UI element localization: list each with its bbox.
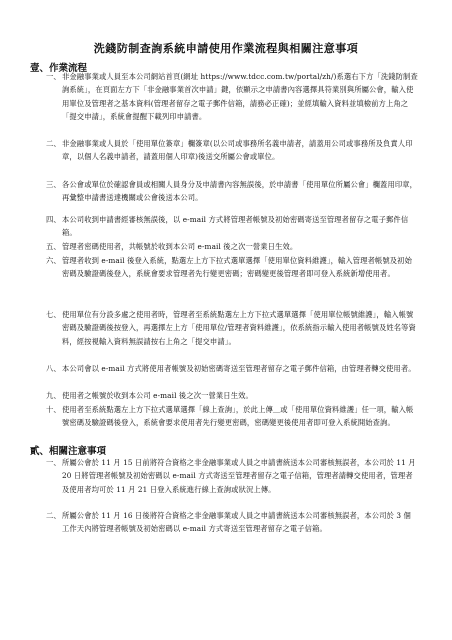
item-text: 管理者密碼使用者，共帳號於收到本公司 e-mail 後之次一營業日生效。 <box>62 242 298 251</box>
list-item <box>46 389 418 402</box>
item-number: 二、 <box>46 511 61 520</box>
list-item <box>46 362 418 375</box>
item-text: 非金融事業或人員於「使用單位簽章」欄簽章(以公司或事務所名義申請者，請蓋用公司或事務所及負責人印章，以個人名義申請者，請蓋用個人印章)後送交所屬公會或單位。 <box>62 139 413 162</box>
item-text: 使用單位有分設多處之使用者時，管理者至系統點選左上方下拉式選單選擇「使用單位帳號維護」，輸入帳號密碼及驗證碼後按登入，再選擇左上方「使用單位/管理者資料維護」，依系統指示輸入使用者帳號及姓名等資料，經按視輸入資料無誤請按右上角之「提交申請」。 <box>62 310 416 346</box>
list-item <box>46 403 418 430</box>
item-text: 使用者至系統點選左上方下拉式選單選擇「線上查詢」，於此上傳＿或「使用單位資料維護」任一項，輸入帳號密碼及驗證碼後登入，系統會要求使用者先行變更密碼，密碼變更後使用者即可登入系統開始查詢。 <box>62 405 414 428</box>
list-item <box>46 254 418 281</box>
item-number: 四、 <box>46 215 61 224</box>
item-text: 所屬公會於 11 月 15 日前將符合資格之非金融事業或人員之申請書統送本公司審核無誤者，本公司於 11 月 20 日將管理者帳號及初始密碼以 e-mail 方式寄送至管理者留存之電子信箱，管理者請轉交使用者，管理者及使用者均可於 11 月 21 日登入系統進行線上查詢或狀況上傳。 <box>62 458 416 494</box>
item-number: 一、 <box>46 458 61 467</box>
item-text: 所屬公會於 11 月 16 日後將符合資格之非金融事業或人員之申請書統送本公司審核無誤者，本公司於 3 個工作天內將管理者帳號及初始密碼以 e-mail 方式寄送至管理者留存之電子信箱。 <box>62 511 411 534</box>
item-number: 七、 <box>46 310 61 319</box>
item-text: 管理者收到 e-mail 後登入系統，點選左上方下拉式選單選擇「使用單位資料維護」，輸入管理者帳號及初始密碼及驗證碼後登入，系統會要求管理者先行變更密碼；密碼變更後管理者即可登入系統新增使用者。 <box>62 256 412 279</box>
item-number: 八、 <box>46 364 61 373</box>
item-text: 使用者之帳號於收到本公司 e-mail 後之次一營業日生效。 <box>62 391 253 400</box>
list-item <box>46 456 418 496</box>
item-number: 六、 <box>46 256 61 265</box>
item-number: 十、 <box>46 405 61 414</box>
list-item <box>46 213 418 240</box>
item-number: 二、 <box>46 139 61 148</box>
document-title: 洗錢防制查詢系統申請使用作業流程與相關注意事項 <box>93 42 359 55</box>
item-text: 非金融事業或人員至本公司網站首頁(網址 https://www.tdcc.com.tw/portal/zh/)系選右下方「洗錢防制查詢系統」，在頁面左方下「非金融事業首次申請」鍵，依顯示之申請書內容選擇具符業別與所屬公會，輸入使用單位及管理者之基本資料(管理者留存之電子郵件信箱，請務必正確)；並經填輸入資料並填檢前方上角之「提交申請」，系統會提醒下載列印申請書。 <box>62 72 418 122</box>
list-item <box>46 70 418 124</box>
list-item <box>46 308 418 348</box>
item-text: 本公司收到申請書經審核無誤後，以 e-mail 方式將管理者帳號及初始密碼寄送至管理者留存之電子郵件信箱。 <box>62 215 409 238</box>
list-item <box>46 509 418 536</box>
section-heading-notes: 貳、相關注意事項 <box>30 446 107 457</box>
item-number: 九、 <box>46 391 61 400</box>
item-text: 本公司會以 e-mail 方式將使用者帳號及初始密碼寄送至管理者留存之電子郵件信箱，由管理者轉交使用者。 <box>62 364 416 373</box>
list-item <box>46 137 418 164</box>
item-text: 各公會或單位於確認會員或相關人員身分及申請書內容無誤後，於申請書「使用單位所屬公會」欄蓋用印章，再彙整申請書送達機關或公會後送本公司。 <box>62 180 418 203</box>
section-heading-workflow: 壹、作業流程 <box>30 63 88 74</box>
list-item <box>46 178 418 205</box>
list-item <box>46 240 418 253</box>
item-number: 三、 <box>46 180 61 189</box>
item-number: 五、 <box>46 242 61 251</box>
item-number: 一、 <box>46 72 61 81</box>
